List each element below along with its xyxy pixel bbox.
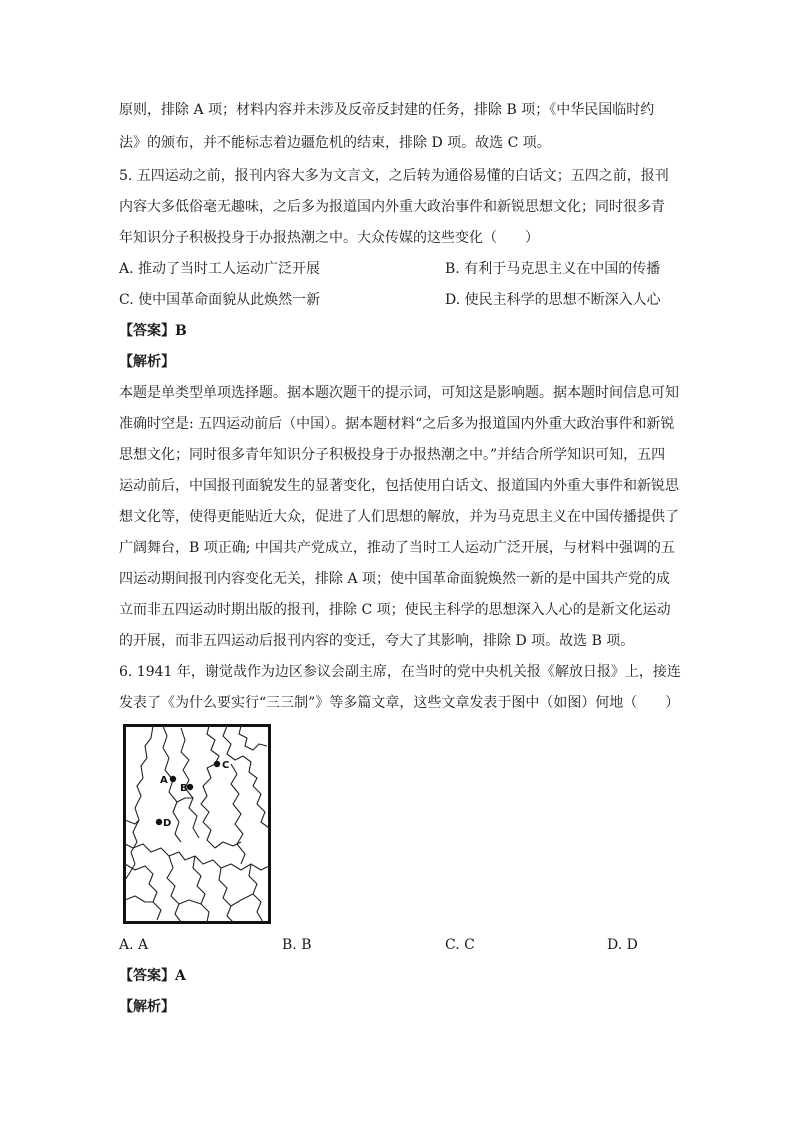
- text-line: 法》的颁布，并不能标志着边疆危机的结束，排除 D 项。故选 C 项。: [119, 135, 551, 151]
- question-5-option-c: C. 使中国革命面貌从此焕然一新: [119, 292, 321, 308]
- analysis-line: 本题是单类型单项选择题。据本题次题干的提示词，可知这是影响题。据本题时间信息可知: [119, 385, 679, 401]
- question-5-analysis-heading: 【解析】: [119, 354, 175, 370]
- question-6-analysis-heading: 【解析】: [119, 999, 175, 1015]
- analysis-line: 的开展，而非五四运动后报刊内容的变迁，夸大了其影响，排除 D 项。故选 B 项。: [119, 633, 635, 649]
- map-label-b: B: [180, 783, 188, 794]
- question-6-answer: 【答案】A: [119, 968, 186, 984]
- question-5-stem-line: 内容大多低俗毫无趣味，之后多为报道国内外重大政治事件和新锐思想文化；同时很多青: [119, 199, 665, 215]
- analysis-line: 四运动期间报刊内容变化无关，排除 A 项；使中国革命面貌焕然一新的是中国共产党的成: [119, 571, 671, 587]
- map-label-d: D: [163, 818, 172, 829]
- map-label-a: A: [160, 775, 168, 786]
- text-line: 原则，排除 A 项；材料内容并未涉及反帝反封建的任务，排除 B 项；《中华民国临时约: [119, 102, 655, 118]
- map-point-d: [156, 819, 162, 825]
- question-5-option-a: A. 推动了当时工人运动广泛开展: [119, 261, 321, 277]
- question-5-stem-line: 年知识分子积极投身于办报热潮之中。大众传媒的这些变化（ ）: [119, 230, 539, 246]
- map-point-a: [170, 776, 176, 782]
- analysis-line: 想文化等，使得更能贴近大众，促进了人们思想的解放，并为马克思主义在中国传播提供了: [119, 509, 679, 525]
- question-5-option-d: D. 使民主科学的思想不断深入人心: [445, 292, 661, 308]
- map-point-c: [214, 761, 220, 767]
- question-6-stem-line: 6. 1941 年，谢觉哉作为边区参议会副主席，在当时的党中央机关报《解放日报》上，接连: [119, 664, 681, 680]
- map-label-c: C: [222, 760, 230, 771]
- map-point-b: [187, 784, 193, 790]
- question-6-option-c: C. C: [445, 937, 475, 953]
- analysis-line: 立而非五四运动时期出版的报刊，排除 C 项；使民主科学的思想深入人心的是新文化运动: [119, 602, 671, 618]
- analysis-line: 广阔舞台，B 项正确; 中国共产党成立，推动了当时工人运动广泛开展，与材料中强调的五: [119, 540, 675, 556]
- map-figure: [123, 724, 271, 924]
- question-5-stem-line: 5. 五四运动之前，报刊内容大多为文言文，之后转为通俗易懂的白话文；五四之前，报刊: [119, 168, 669, 184]
- question-6-option-a: A. A: [119, 937, 149, 953]
- question-6-stem-line: 发表了《为什么要实行“三三制”》等多篇文章，这些文章发表于图中（如图）何地（ ）: [119, 695, 680, 711]
- analysis-line: 思想文化；同时很多青年知识分子积极投身于办报热潮之中。”并结合所学知识可知，五四: [119, 447, 666, 463]
- question-5-option-b: B. 有利于马克思主义在中国的传播: [445, 261, 661, 277]
- question-6-option-d: D. D: [607, 937, 638, 953]
- question-5-answer: 【答案】B: [119, 323, 187, 339]
- question-6-option-b: B. B: [282, 937, 312, 953]
- analysis-line: 准确时空是: 五四运动前后（中国）。据本题材料“之后多为报道国内外重大政治事件和新锐: [119, 416, 675, 432]
- analysis-line: 运动前后，中国报刊面貌发生的显著变化，包括使用白话文、报道国内外重大事件和新锐思: [119, 478, 679, 494]
